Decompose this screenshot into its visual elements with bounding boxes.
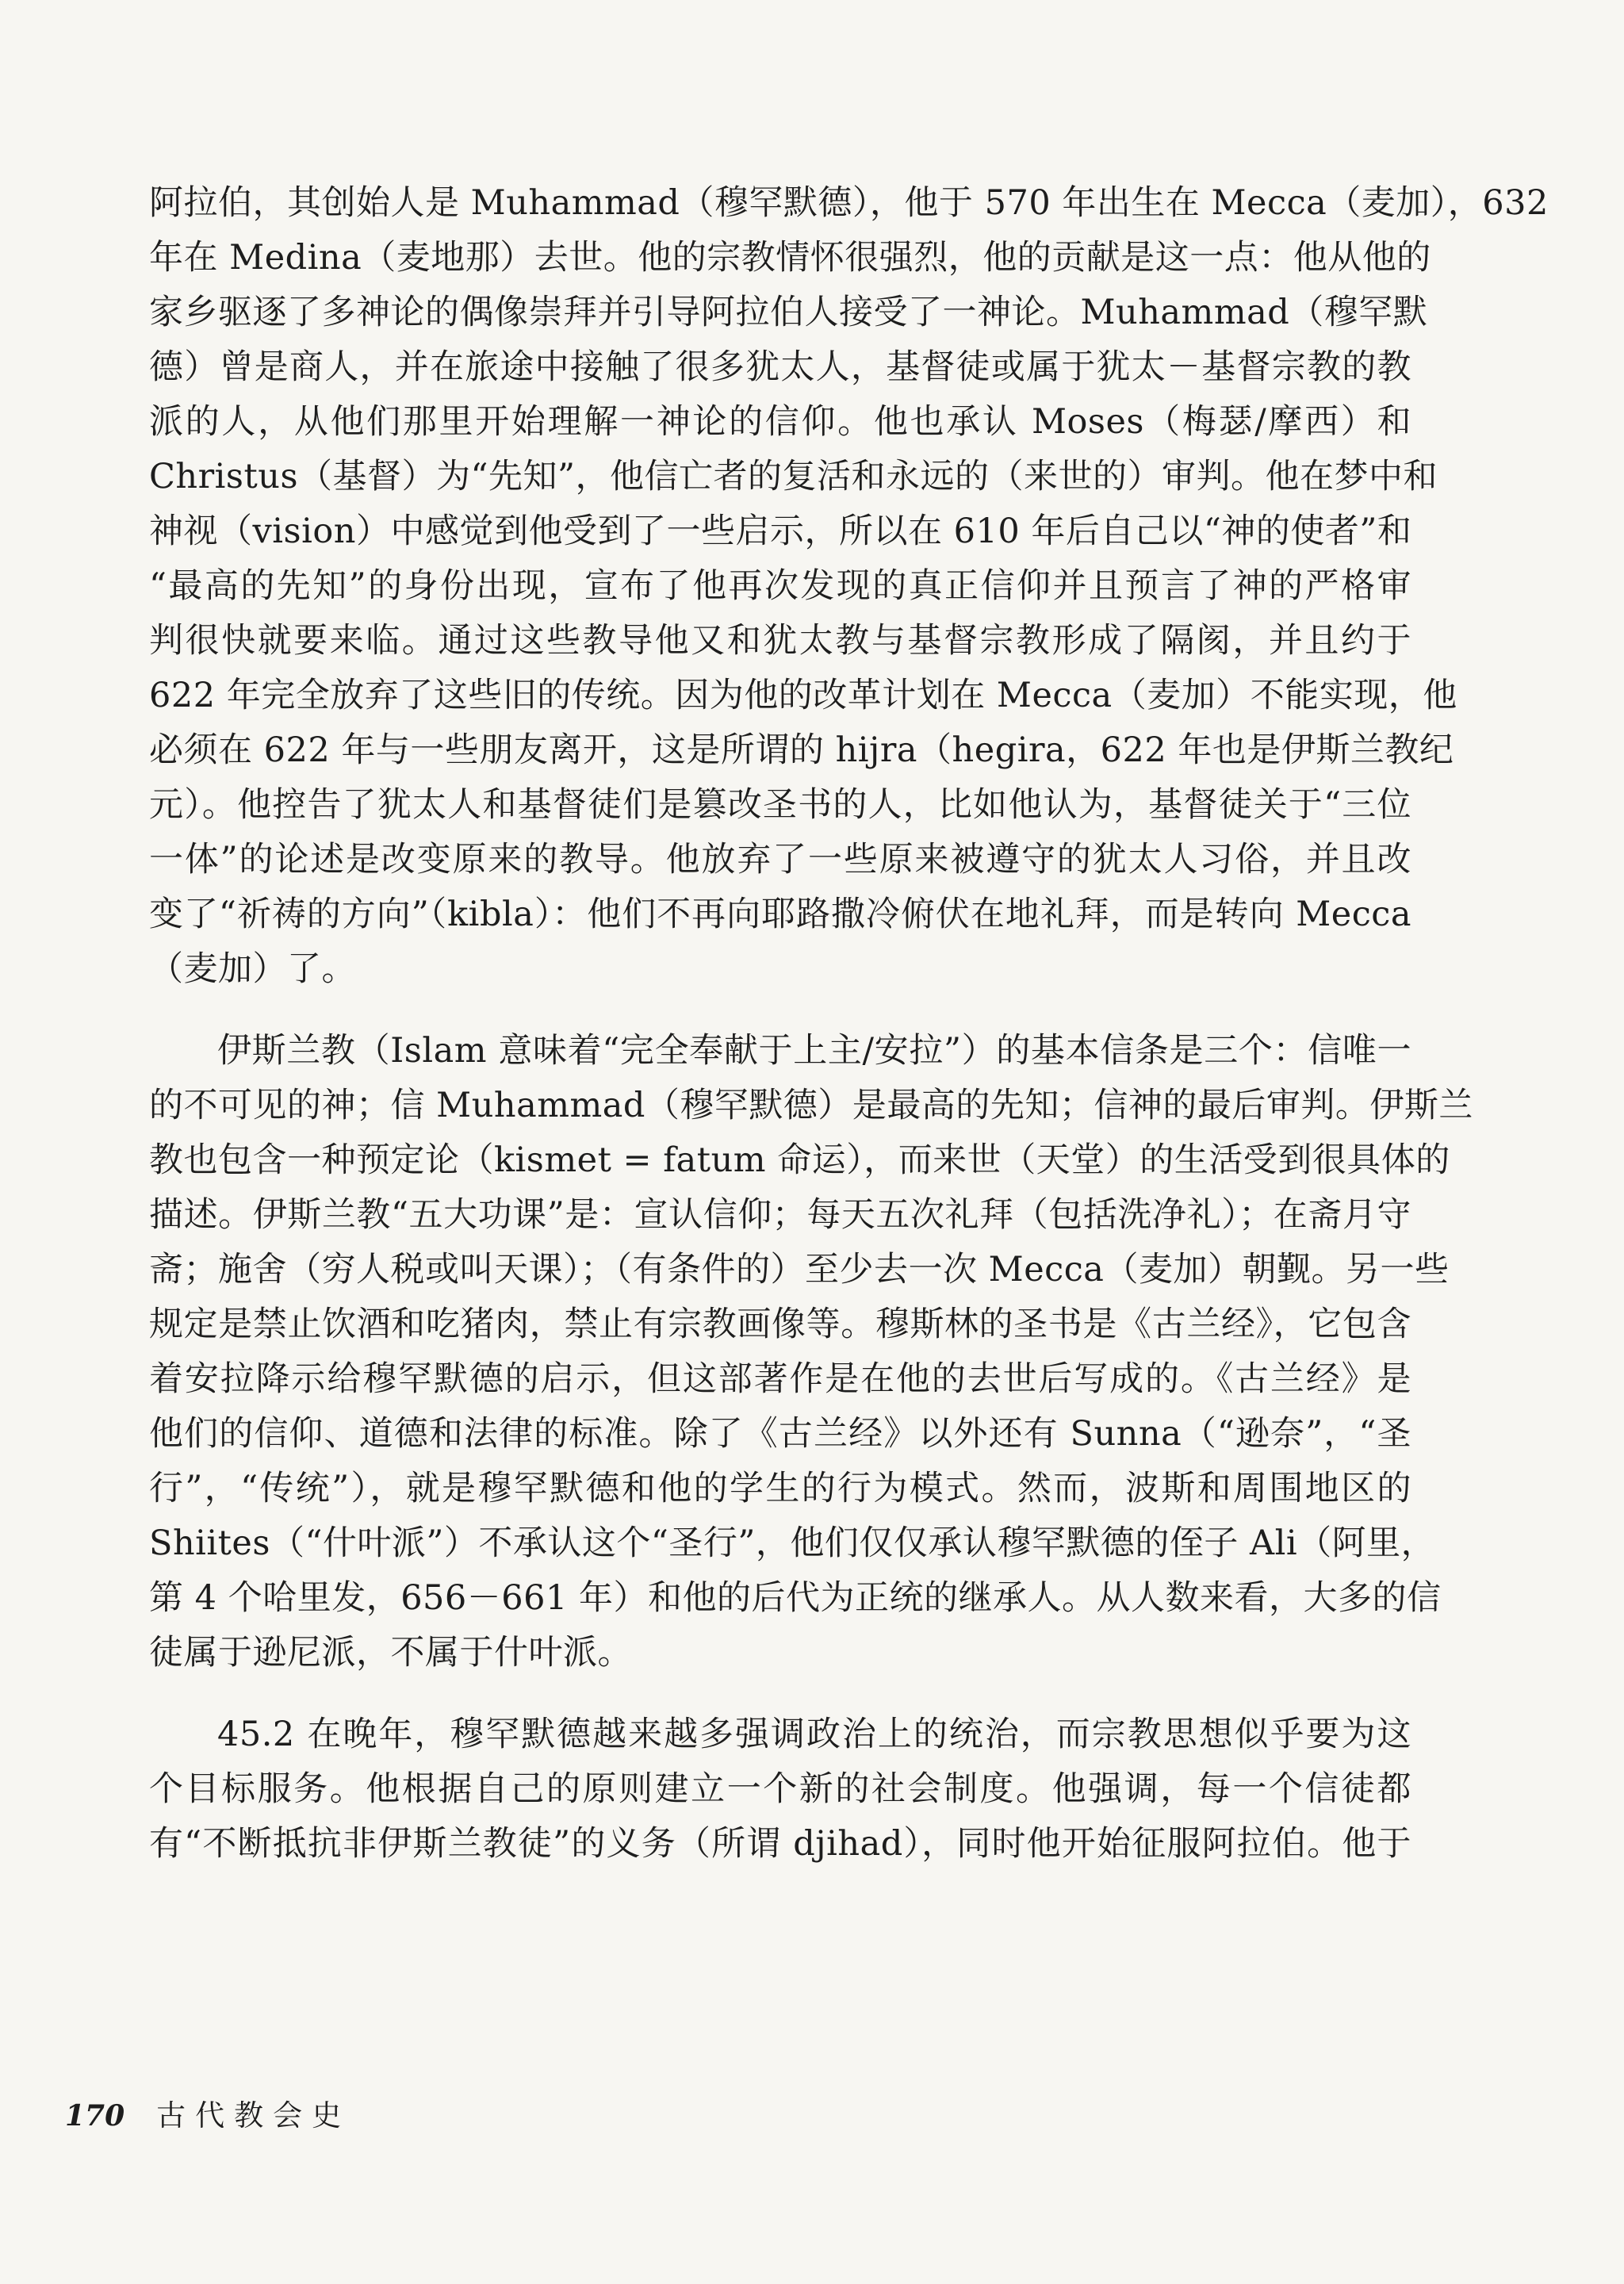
text-line: 教也包含一种预定论（kismet = fatum 命运），而来世（天堂）的生活受到很具体的: [149, 1140, 1450, 1180]
text-line: 着安拉降示给穆罕默德的启示，但这部著作是在他的去世后写成的。《古兰经》是: [149, 1359, 1411, 1399]
text-line: 622 年完全放弃了这些旧的传统。因为他的改革计划在 Mecca（麦加）不能实现，他: [149, 676, 1457, 715]
text-line: 有“不断抵抗非伊斯兰教徒”的义务（所谓 djihad），同时他开始征服阿拉伯。他于: [149, 1824, 1411, 1864]
text-line: 他们的信仰、道德和法律的标准。除了《古兰经》以外还有 Sunna（“逊奈”，“圣: [149, 1414, 1411, 1454]
body-text: [149, 176, 1549, 1872]
text-line: 45.2 在晚年，穆罕默德越来越多强调政治上的统治，而宗教思想似乎要为这: [217, 1715, 1411, 1754]
text-line: 德）曾是商人，并在旅途中接触了很多犹太人，基督徒或属于犹太－基督宗教的教: [149, 347, 1411, 387]
text-line: 变了“祈祷的方向”（kibla）：他们不再向耶路撒冷俯伏在地礼拜，而是转向 Mecca: [149, 895, 1411, 934]
paragraph-gap: [149, 1680, 1411, 1707]
text-line: 必须在 622 年与一些朋友离开，这是所谓的 hijra（hegira，622 年也是伊斯兰教纪: [149, 730, 1454, 770]
text-line: Shiites（“什叶派”）不承认这个“圣行”，他们仅仅承认穆罕默德的侄子 Ali（阿里，: [149, 1523, 1436, 1563]
text-line: 判很快就要来临。通过这些教导他又和犹太教与基督宗教形成了隔阂，并且约于: [149, 621, 1411, 661]
text-line: 一体”的论述是改变原来的教导。他放弃了一些原来被遵守的犹太人习俗，并且改: [149, 840, 1411, 879]
text-line: 第 4 个哈里发，656－661 年）和他的后代为正统的继承人。从人数来看，大多的信: [149, 1578, 1442, 1618]
text-line: “最高的先知”的身份出现，宣布了他再次发现的真正信仰并且预言了神的严格审: [149, 566, 1411, 606]
page-number: 170: [65, 2099, 125, 2133]
text-line: 神视（vision）中感觉到他受到了一些启示，所以在 610 年后自己以“神的使者”和: [149, 512, 1412, 551]
text-line: Christus（基督）为“先知”，他信亡者的复活和永远的（来世的）审判。他在梦中和: [149, 457, 1438, 496]
text-line: 派的人，从他们那里开始理解一神论的信仰。他也承认 Moses（梅瑟/摩西）和: [149, 402, 1411, 442]
running-title: 古代教会史: [156, 2098, 351, 2133]
text-line: 元）。他控告了犹太人和基督徒们是篡改圣书的人，比如他认为，基督徒关于“三位: [149, 785, 1411, 825]
text-line: 斋；施舍（穷人税或叫天课）；（有条件的）至少去一次 Mecca（麦加）朝觐。另一些: [149, 1250, 1450, 1290]
text-line: 的不可见的神；信 Muhammad（穆罕默德）是最高的先知；信神的最后审判。伊斯兰: [149, 1086, 1473, 1125]
page-footer: [65, 2091, 350, 2134]
text-line: 徒属于逊尼派，不属于什叶派。: [149, 1633, 632, 1673]
text-line: 伊斯兰教（Islam 意味着“完全奉献于上主/安拉”）的基本信条是三个：信唯一: [217, 1031, 1411, 1071]
paragraph-gap: [149, 997, 1411, 1024]
text-line: 规定是禁止饮酒和吃猪肉，禁止有宗教画像等。穆斯林的圣书是《古兰经》，它包含: [149, 1305, 1411, 1344]
text-line: 个目标服务。他根据自己的原则建立一个新的社会制度。他强调，每一个信徒都: [149, 1769, 1411, 1809]
text-line: 家乡驱逐了多神论的偶像崇拜并引导阿拉伯人接受了一神论。Muhammad（穆罕默: [149, 293, 1428, 332]
text-line: 年在 Medina（麦地那）去世。他的宗教情怀很强烈，他的贡献是这一点：他从他的: [149, 238, 1431, 278]
text-line: 行”，“传统”），就是穆罕默德和他的学生的行为模式。然而，波斯和周围地区的: [149, 1469, 1411, 1508]
text-line: 描述。伊斯兰教“五大功课”是：宣认信仰；每天五次礼拜（包括洗净礼）；在斋月守: [149, 1195, 1411, 1235]
text-line: （麦加）了。: [149, 949, 356, 989]
text-line: 阿拉伯，其创始人是 Muhammad（穆罕默德），他于 570 年出生在 Mecca（麦加），632: [149, 183, 1549, 223]
